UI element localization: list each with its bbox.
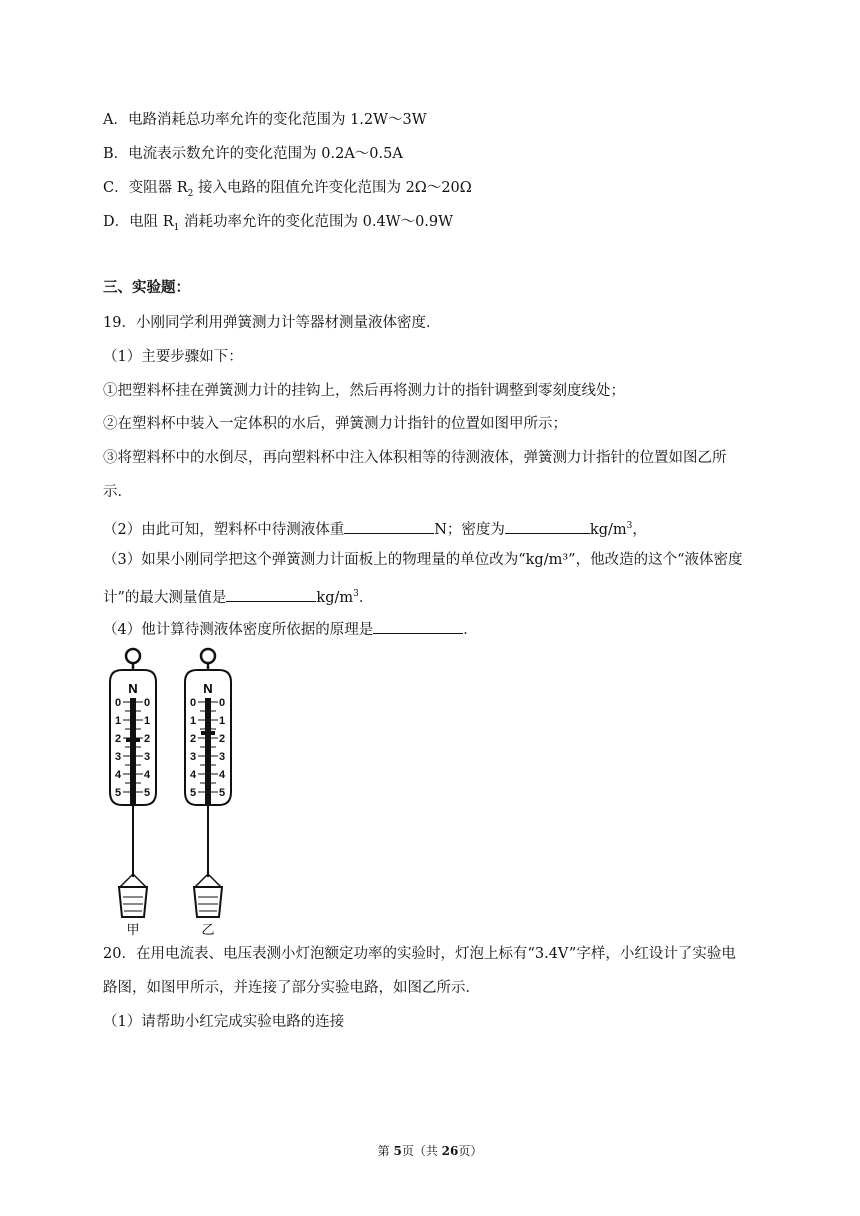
svg-text:3: 3 bbox=[190, 751, 197, 763]
answer-blank-principle[interactable] bbox=[373, 618, 463, 634]
q19-step1: ①把塑料杯挂在弹簧测力计的挂钩上，然后再将测力计的指针调整到零刻度线处； bbox=[103, 383, 625, 399]
figure-label-right: 乙 bbox=[201, 923, 215, 937]
svg-text:0: 0 bbox=[219, 697, 226, 709]
svg-text:5: 5 bbox=[190, 787, 197, 799]
figure-label-left: 甲 bbox=[126, 923, 140, 937]
option-d: D．电阻 $R_1$ 消耗功率允许的变化范围为 0.4W～0.9W bbox=[103, 214, 454, 233]
svg-text:5: 5 bbox=[115, 787, 122, 799]
spring-scale-right bbox=[185, 649, 231, 937]
unit-label-right: N bbox=[203, 681, 213, 696]
svg-text:5: 5 bbox=[219, 787, 226, 799]
svg-text:4: 4 bbox=[115, 769, 122, 781]
answer-blank-weight[interactable] bbox=[344, 518, 434, 534]
page-footer: 第 5页（共 26页） bbox=[377, 1144, 483, 1158]
svg-text:1: 1 bbox=[115, 715, 122, 727]
q19-step3-cont: 示． bbox=[103, 484, 132, 500]
q19-part3-cont: 计”的最大测量值是 $kg/m^3$． bbox=[103, 584, 373, 608]
section-title: 三、实验题： bbox=[103, 279, 190, 296]
page-total: 26 bbox=[441, 1144, 459, 1158]
unit-label-left: N bbox=[128, 681, 138, 696]
svg-text:4: 4 bbox=[219, 769, 226, 781]
q19-part1: （1）主要步骤如下： bbox=[103, 349, 243, 365]
svg-text:3: 3 bbox=[115, 751, 122, 763]
q19-step2: ②在塑料杯中装入一定体积的水后，弹簧测力计指针的位置如图甲所示； bbox=[103, 416, 567, 432]
q20-stem-cont: 路图，如图甲所示，并连接了部分实验电路，如图乙所示． bbox=[103, 980, 480, 996]
svg-text:1: 1 bbox=[190, 715, 197, 727]
q19-step3: ③将塑料杯中的水倒尽，再向塑料杯中注入体积相等的待测液体，弹簧测力计指针的位置如图乙所 bbox=[103, 450, 727, 466]
answer-blank-max-value[interactable] bbox=[226, 586, 316, 602]
svg-text:5: 5 bbox=[144, 787, 151, 799]
svg-text:0: 0 bbox=[190, 697, 197, 709]
svg-text:2: 2 bbox=[190, 733, 197, 745]
q20-part1: （1）请帮助小红完成实验电路的连接 bbox=[103, 1014, 345, 1030]
q20-stem: 20．在用电流表、电压表测小灯泡额定功率的实验时，灯泡上标有“3.4V”字样，小红设计了实验电 bbox=[103, 946, 736, 962]
svg-text:3: 3 bbox=[144, 751, 151, 763]
spring-scale-left bbox=[110, 649, 156, 937]
svg-text:4: 4 bbox=[144, 769, 151, 781]
answer-blank-density[interactable] bbox=[505, 518, 590, 534]
q19-stem: 19．小刚同学利用弹簧测力计等器材测量液体密度． bbox=[103, 315, 441, 331]
option-a: A．电路消耗总功率允许的变化范围为 1.2W～3W bbox=[103, 112, 427, 128]
q19-part2: （2）由此可知，塑料杯中待测液体重 N；密度为 $kg/m^3$， bbox=[103, 516, 647, 540]
svg-text:2: 2 bbox=[115, 733, 122, 745]
svg-text:2: 2 bbox=[144, 733, 151, 745]
svg-text:0: 0 bbox=[144, 697, 151, 709]
svg-text:0: 0 bbox=[115, 697, 122, 709]
q19-part4: （4）他计算待测液体密度所依据的原理是 ． bbox=[103, 618, 478, 640]
svg-text:2: 2 bbox=[219, 733, 226, 745]
option-c: C．变阻器 $R_2$ 接入电路的阻值允许变化范围为 2Ω～20Ω bbox=[103, 180, 472, 199]
svg-text:3: 3 bbox=[219, 751, 226, 763]
page-number: 5 bbox=[393, 1144, 402, 1158]
spring-scale-figure bbox=[100, 642, 240, 937]
svg-text:4: 4 bbox=[190, 769, 197, 781]
q19-part3: （3）如果小刚同学把这个弹簧测力计面板上的物理量的单位改为“kg/m³”，他改造的这个“液体密度 bbox=[103, 552, 743, 568]
option-b: B．电流表示数允许的变化范围为 0.2A～0.5A bbox=[103, 146, 403, 162]
svg-text:1: 1 bbox=[144, 715, 151, 727]
svg-text:1: 1 bbox=[219, 715, 226, 727]
